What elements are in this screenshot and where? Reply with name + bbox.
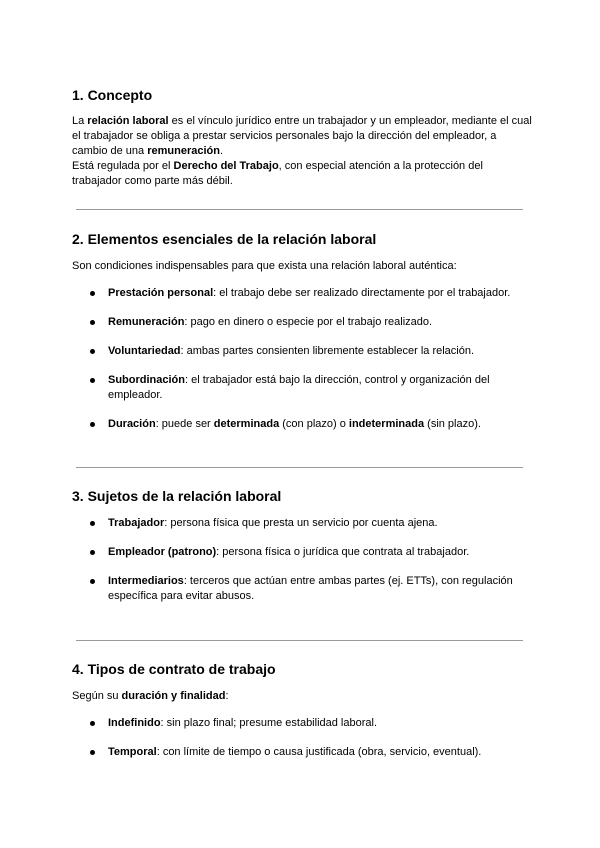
document-page: 1. Concepto La relación laboral es el vínculo jurídico entre un trabajador y un empleador, mediante el cual el trabajador se obliga a prestar servicios personales bajo la dirección del empleador, a cambio de una remuneración. Está regulada por el Derecho del Trabajo, con especial atención a la protección del trabajador como parte más débil. 2. Elementos esenciales de la relación laboral Son condiciones indispensables para que exista una relación laboral auténtica: Prestación personal: el trabajo debe ser realizado directamente por el trabajador. Remuneración: pago en dinero o especie por el trabajo realizado. Voluntariedad: ambas partes consienten libremente establecer la relación. Subordinación: el trabajador está bajo la dirección, control y organización del empleador. Duración: puede ser determinada (con plazo) o indeterminada (sin plazo). 3. Sujetos de la relación laboral Trabajador: persona física que presta un servicio por cuenta ajena. Empleador (patrono): persona física o jurídica que contrata al trabajador. Intermediarios: terceros que actúan entre ambas partes (ej. ETTs), con regulación específica para evitar abusos. 4. Tipos de contrato de trabajo Según su duración y finalidad: Indefinido: sin plazo final; presume estabilidad laboral. Temporal: con límite de tiempo o causa justificada (obra, servicio, eventual). bbox=[0, 0, 600, 848]
bullet-dot-icon bbox=[90, 320, 95, 325]
bullet-dot-icon bbox=[90, 750, 95, 755]
bullet-dot-icon bbox=[90, 291, 95, 296]
section-3-title: 3. Sujetos de la relación laboral bbox=[72, 488, 282, 504]
bullet-dot-icon bbox=[90, 422, 95, 427]
bullet-dot-icon bbox=[90, 521, 95, 526]
bullet-dot-icon bbox=[90, 349, 95, 354]
section-divider bbox=[76, 467, 523, 468]
section-divider bbox=[76, 640, 523, 641]
bullet-dot-icon bbox=[90, 550, 95, 555]
section-2-title: 2. Elementos esenciales de la relación laboral bbox=[72, 231, 377, 247]
bullet-dot-icon bbox=[90, 378, 95, 383]
section-4-title: 4. Tipos de contrato de trabajo bbox=[72, 661, 276, 677]
section-2-intro: Son condiciones indispensables para que exista una relación laboral auténtica: bbox=[72, 260, 457, 272]
concept-paragraph: La relación laboral es el vínculo jurídico entre un trabajador y un empleador, mediante el cual el trabajador se obliga a prestar servicios personales bajo la dirección del empleador, a cambio de una remuneración. Está regulada por el Derecho del Trabajo, con especial atención a la protección del trabajador como parte más débil. bbox=[72, 115, 532, 187]
section-1-title: 1. Concepto bbox=[72, 87, 153, 103]
bullet-dot-icon bbox=[90, 579, 95, 584]
section-divider bbox=[76, 209, 523, 210]
bullet-dot-icon bbox=[90, 721, 95, 726]
section-4-intro: Según su duración y finalidad: bbox=[72, 690, 229, 702]
